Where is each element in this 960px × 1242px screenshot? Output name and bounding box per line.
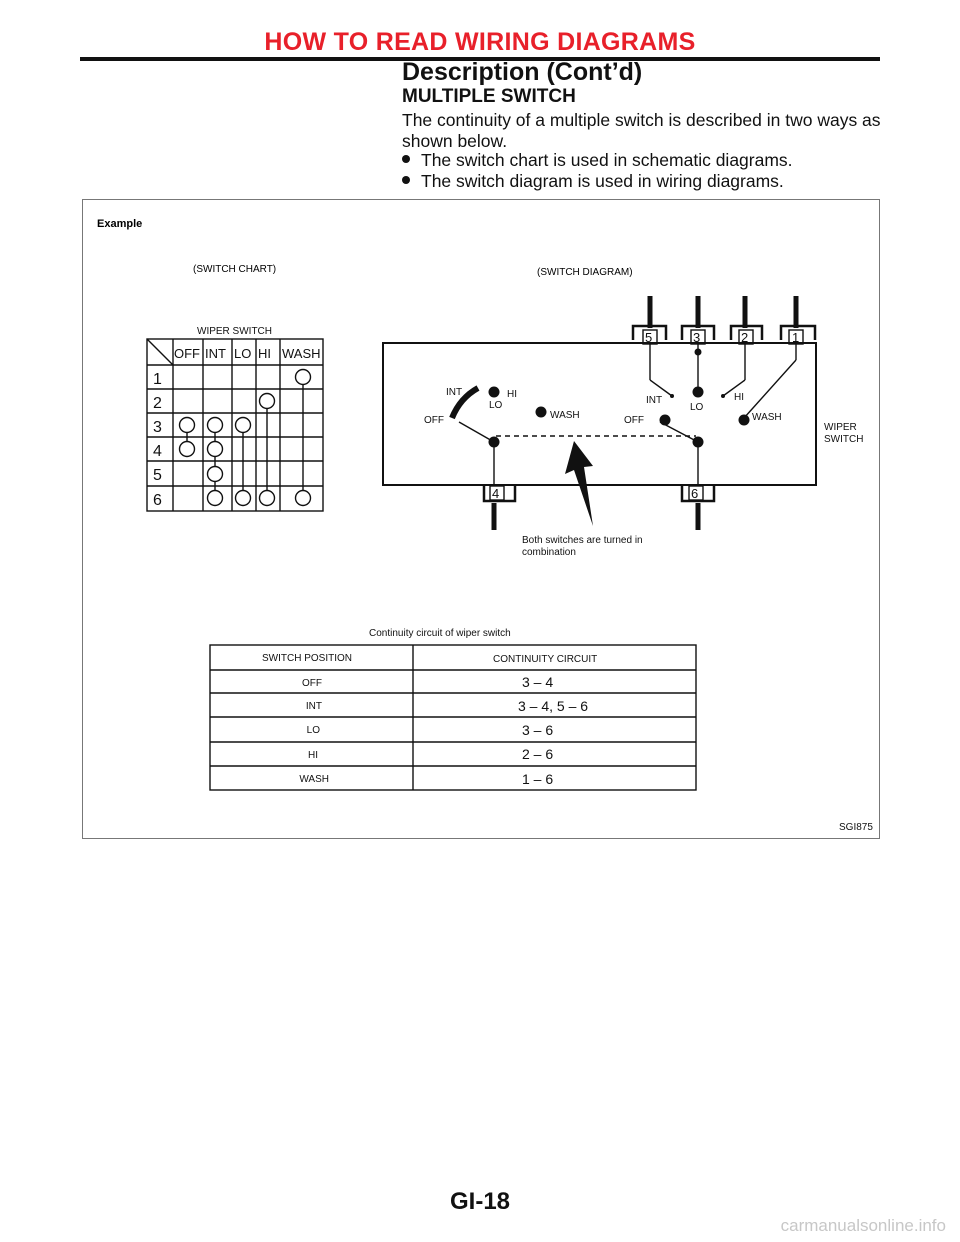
label-hi-left: HI	[507, 389, 517, 400]
chart-position-label: WASH	[282, 346, 321, 361]
chart-terminal-label: 4	[153, 443, 162, 460]
chart-title: WIPER SWITCH	[197, 326, 272, 337]
label-wash-right: WASH	[752, 412, 782, 423]
chart-position-label: LO	[234, 346, 252, 361]
continuity-circuit-cell: 2 – 6	[522, 746, 554, 762]
chart-terminal-label: 5	[153, 467, 162, 484]
continuity-position-cell: INT	[305, 701, 322, 712]
label-wash-left: WASH	[550, 410, 580, 421]
label-lo-left: LO	[489, 400, 503, 411]
chart-header-labels	[174, 346, 321, 361]
chart-position-label: INT	[205, 346, 226, 361]
continuity-position-cell: LO	[306, 725, 320, 736]
bullet-text: The switch chart is used in schematic diagrams.	[421, 150, 793, 170]
chart-position-label: OFF	[174, 346, 200, 361]
watermark: carmanualsonline.info	[780, 1216, 946, 1235]
figure-code: SGI875	[839, 822, 873, 833]
switch-contacts	[489, 349, 750, 448]
combination-note: Both switches are turned in	[522, 535, 643, 546]
diagram-position-labels	[424, 387, 863, 558]
continuity-circuit-cell: 1 – 6	[522, 771, 554, 787]
continuity-table-text	[262, 653, 597, 787]
wiper-switch-label: SWITCH	[824, 434, 864, 445]
intro-paragraph: The continuity of a multiple switch is described in two ways as shown below.	[402, 110, 881, 151]
diagram-terminal-label: 3	[693, 330, 701, 345]
continuity-table	[210, 645, 696, 790]
label-off-right: OFF	[624, 415, 644, 426]
wiper-switch-label: WIPER	[824, 422, 857, 433]
chart-terminal-label: 1	[153, 371, 162, 388]
combination-arrow-icon	[565, 441, 593, 526]
diagram-terminal-label: 4	[492, 486, 500, 501]
label-off-left: OFF	[424, 415, 444, 426]
chart-position-label: HI	[258, 346, 271, 361]
page-number: GI-18	[449, 1188, 511, 1215]
continuity-circuit-cell: 3 – 6	[522, 722, 554, 738]
continuity-position-cell: OFF	[302, 678, 322, 689]
diagram-terminal-label: 6	[691, 486, 699, 501]
page-header-title: HOW TO READ WIRING DIAGRAMS	[264, 28, 696, 56]
label-int-right: INT	[646, 395, 663, 406]
diagram-caption: (SWITCH DIAGRAM)	[537, 267, 633, 278]
label-lo-right: LO	[690, 402, 704, 413]
diagram-terminal-label: 1	[792, 330, 800, 345]
continuity-col-header: SWITCH POSITION	[262, 653, 352, 664]
label-hi-right: HI	[734, 392, 744, 403]
continuity-table-title: Continuity circuit of wiper switch	[369, 628, 511, 639]
continuity-circuit-cell: 3 – 4	[522, 674, 554, 690]
chart-terminal-labels	[153, 371, 162, 509]
example-label: Example	[97, 218, 143, 230]
diagram-terminal-label: 5	[645, 330, 653, 345]
chart-terminal-label: 3	[153, 419, 162, 436]
page-subtitle: Description (Cont’d)	[402, 58, 643, 86]
label-int-left: INT	[446, 387, 463, 398]
diagram-terminal-label: 2	[741, 330, 749, 345]
continuity-col-header: CONTINUITY CIRCUIT	[493, 654, 598, 665]
chart-terminal-label: 2	[153, 395, 162, 412]
continuity-position-cell: WASH	[299, 774, 329, 785]
chart-terminal-label: 6	[153, 492, 162, 509]
bullet-text: The switch diagram is used in wiring diagrams.	[421, 171, 784, 191]
chart-caption: (SWITCH CHART)	[193, 264, 277, 275]
continuity-position-cell: HI	[308, 750, 318, 761]
section-title: MULTIPLE SWITCH	[402, 86, 576, 107]
combination-note: combination	[522, 547, 576, 558]
continuity-circuit-cell: 3 – 4, 5 – 6	[518, 698, 589, 714]
